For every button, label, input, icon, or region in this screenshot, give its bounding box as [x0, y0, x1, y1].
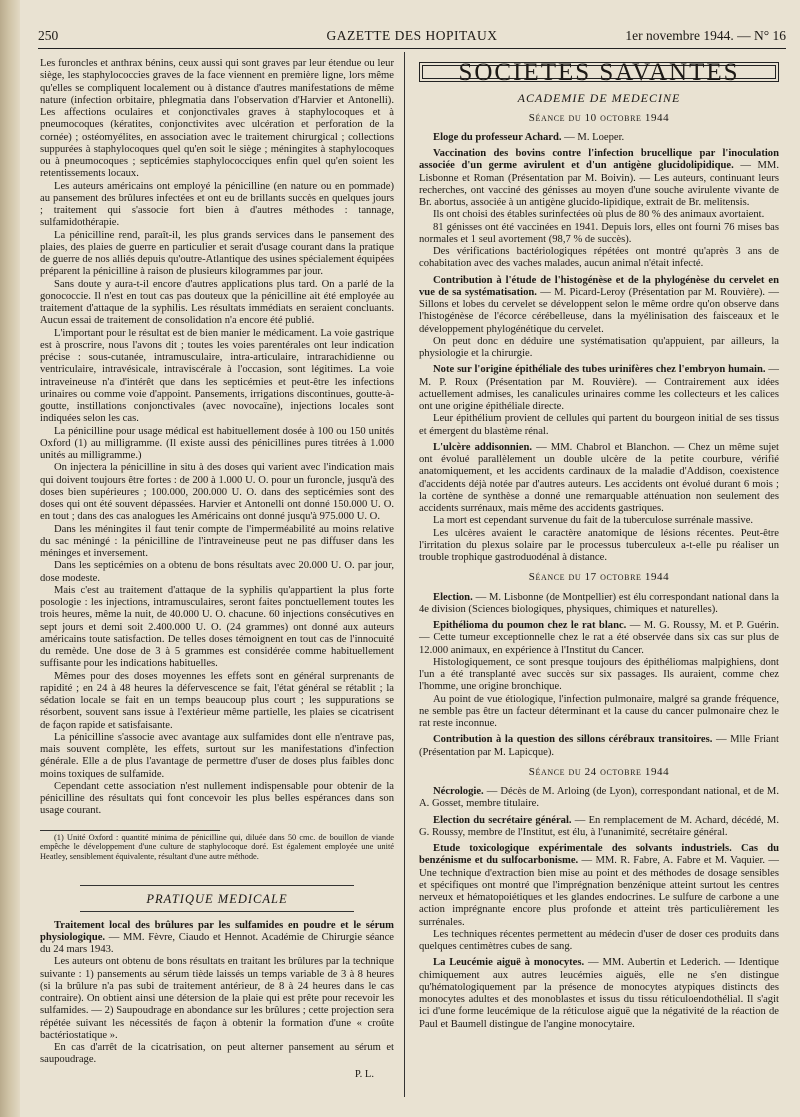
communication-title: La Leucémie aiguë à monocytes.: [433, 957, 585, 969]
communication-text: Les techniques récentes permettent au médecin d'user de doser ces produits dans quelques centimètres cubes de sang.: [419, 928, 779, 952]
footnote-block: [40, 830, 394, 862]
communication-title: Etude toxicologique expérimentale des solvants industriels. Cas du benzénisme et du sulfocarbonisme.: [419, 843, 779, 867]
pm-paragraph: Les auteurs ont obtenu de bons résultats en traitant les brûlures par la technique suivante : 1) pansements au sérum tiède laissés un temps variable de 3 à 8 heures (si la brûlure n'a pas subi de traitement antérieur, de 8 à 24 heures dans le cas contraire). On obtient ainsi une détersion de la plaie qui est prête pour recevoir les sulfamides. — 2) Saupoudrage en abondance sur les brûlures ; cette projection sera répétée suivant les nécessités de façon à obtenir la formation d'une « croûte bactériostatique ».: [40, 956, 394, 1041]
column-divider: [404, 52, 405, 1097]
article-paragraph: Dans les méningites il faut tenir compte de l'imperméabilité au moins relative du sac méningé : la pénicilline de l'intraveineuse peut ne pas diffuser dans les méninges et inversement.: [40, 523, 394, 559]
communication-item: [419, 515, 779, 527]
communication-item: [419, 843, 779, 929]
communication-title: Election.: [433, 591, 473, 603]
seance-heading-3: Séance du 24 octobre 1944: [528, 765, 670, 778]
communication-item: [419, 148, 779, 209]
communication-item: [419, 694, 779, 731]
page-number: 250: [38, 28, 59, 43]
book-binding-edge: [0, 0, 20, 1117]
seance-2-items: [419, 592, 779, 759]
communication-item: [419, 275, 779, 336]
penicillin-article: [40, 58, 394, 818]
communication-text: Ils ont choisi des étables surinfectées où plus de 80 % des animaux avortaient.: [433, 209, 765, 221]
pm-paragraph: En cas d'arrêt de la cicatrisation, on peut alterner pansement au sérum et saupoudrage.: [40, 1042, 394, 1066]
communication-title: Nécrologie.: [433, 786, 484, 797]
communication-text: Les ulcères avaient le caractère anatomique de lésions récentes. Peut-être l'irritation du plexus solaire par le processus tuberculeux a-t-elle pu réaliser un trouble trophique gastroduodénal à distance.: [419, 527, 779, 563]
academy-heading: ACADEMIE DE MEDECINE: [517, 91, 681, 106]
communication-text: — Mlle Friant (Présentation par M. Lapicque).: [419, 734, 779, 758]
communication-item: [419, 209, 779, 221]
article-paragraph: La pénicilline rend, paraît-il, les plus grands services dans le pansement des plaies, des plaies de guerre en particulier et serait d'usage courant dans la pratique de guerre de nos alliés depuis qu'outre-Atlantique des usines spécialement équipées préparent la pénicilline à raison de plusieurs kilogrammes par jour.: [40, 229, 394, 278]
header-rule: [38, 48, 786, 49]
communication-item: [419, 132, 779, 144]
article-paragraph: Dans les septicémies on a obtenu de bons résultats avec 20.000 U. O. par jour, dose modeste.: [40, 560, 394, 584]
communication-item: [419, 528, 779, 565]
article-paragraph: On injectera la pénicilline in situ à des doses qui varient avec l'indication mais qui doivent toujours être fortes : de 200 à 1.000 U. O. pour un furoncle, jusqu'à des doses bien supérieures ; 100.000, 200.000 U. O. dans des septicémies sont des doses qui ont été souvent dépassées. Harvier et Antonelli ont donné 150.000 U. O. en tout ; dans des cas analogues les Américains ont donné jusqu'à 975.000 U. O.: [40, 462, 394, 523]
communication-title: Note sur l'origine épithéliale des tubes urinifères chez l'embryon humain.: [433, 364, 766, 376]
communication-text: On peut donc en déduire une systématisation qu'appuient, par ailleurs, la physiologie et la chirurgie.: [419, 335, 779, 359]
pm-abstract-body: [40, 956, 394, 1066]
communication-text: — M. Lisbonne (de Montpellier) est élu correspondant national dans la 4e division (Sciences biologiques, physiques, chimiques et naturelles).: [419, 591, 779, 615]
communication-text: 81 génisses ont été vaccinées en 1941. Depuis lors, elles ont fourni 76 mises bas normales et 1 seul avortement (98,7 % de succès).: [419, 221, 779, 245]
communication-text: Histologiquement, ce sont presque toujours des épithéliomas malpighiens, dont l'un a été transplanté avec succès sur six passages. Ils auraient, comme chez l'homme, une origine bronchique.: [419, 656, 779, 693]
communication-title: Election du secrétaire général.: [433, 814, 572, 826]
communication-text: — MM. Lisbonne et Roman (Présentation par M. Boivin). — Les auteurs, continuant leurs recherches, ont vacciné des génisses au moyen d'une souche avirulente vivante de Br. abortus, associée à un antigène glucido-lipidique, extrait de Br. melitensis.: [419, 160, 779, 208]
article-paragraph: La pénicilline pour usage médical est habituellement dosée à 100 ou 150 unités Oxford (1) au milligramme. (Il existe aussi des pénicillines pures titrées à 1.000 unités au milligramme.): [40, 425, 394, 461]
section-title-pratique-medicale: PRATIQUE MEDICALE: [40, 893, 394, 905]
seance-heading-1: Séance du 10 octobre 1944: [528, 111, 670, 124]
societes-savantes-title: SOCIETES SAVANTES: [419, 62, 779, 82]
communication-item: [419, 815, 779, 840]
communication-text: — Décès de M. Arloing (de Lyon), correspondant national, et de M. A. Gosset, membre titulaire.: [419, 786, 779, 810]
footnote: (1) Unité Oxford : quantité minima de pénicilline qui, diluée dans 50 cmc. de bouillon de viande empêche le développement d'une culture de staphylocoque doré. Est également employée une unité Heatley, sensiblement équivalente, résultant d'une autre méthode.: [40, 832, 394, 861]
left-column: [40, 58, 394, 1081]
communication-title: Contribution à la question des sillons cérébraux transitoires.: [433, 734, 713, 746]
pm-authors: — MM. Fèvre, Ciaudo et Hennot. Académie de Chirurgie séance du 24 mars 1943.: [40, 931, 394, 956]
communication-item: [419, 413, 779, 438]
communication-item: [419, 957, 779, 1031]
seance-1-items: [419, 132, 779, 565]
communication-text: — MM. R. Fabre, A. Fabre et M. Vaquier. — Une technique d'extraction bien mise au point et des méthodes de dosage sensibles et spécifiques ont montré que l'imprégnation benzénique atteint surtout les centres nerveux et hématopoiétiques et les glandes endocrines. Le sulfure de carbone a une action imprégnante encore plus profonde et atteint très particulièrement les surrénales.: [419, 855, 779, 928]
pm-abstract-heading: [40, 920, 394, 957]
communication-item: [419, 336, 779, 361]
issue-date: 1er novembre 1944. — N° 16: [625, 28, 786, 43]
communication-item: [419, 364, 779, 413]
pm-title: Traitement local des brûlures par les sulfamides en poudre et le sérum physiologique.: [40, 919, 394, 943]
communication-text: — MM. Aubertin et Lederich. — Identique chimiquement aux autres leucémies aiguës, elle ne s'en distingue qu'hématologiquement par la présence de monocytes atypiques distincts des monocytes adultes et des monoblastes et issus du tissu réticuloendothélial. Il s'agit ici d'une forme leucémique de la réticulose aiguë que la négativité de la réaction de Paul et Baumell distingue de l'angine monocytaire.: [419, 957, 779, 1030]
article-paragraph: La pénicilline s'associe avec avantage aux sulfamides dont elle n'entrave pas, mais souvent complète, les effets, surtout sur les manifestations d'infection générale. Elle a de plus l'avantage de permettre d'user de doses plus faibles donc moins toxiques de sulfamide.: [40, 731, 394, 780]
article-paragraph: Cependant cette association n'est nullement indispensable pour obtenir de la pénicilline des résultats qui font concevoir les plus belles espérances dans son usage courant.: [40, 780, 394, 817]
communication-item: [419, 620, 779, 657]
communication-title: L'ulcère addisonnien.: [433, 441, 532, 453]
communication-text: — M. Picard-Leroy (Présentation par M. Rouvière). — Sillons et lobes du cervelet se développent selon le même ordre qu'on observe dans l'histogénèse de l'écorce cérébelleuse, dans la myélinisation des faisceaux et le développement phylogénétique du cervelet.: [419, 286, 779, 335]
communication-item: [419, 786, 779, 811]
communication-title: Contribution à l'étude de l'histogénèse et de la phylogénèse du cervelet en vue de sa systématisation.: [419, 274, 779, 298]
communication-item: [419, 246, 779, 271]
article-paragraph: Mêmes pour des doses moyennes les effets sont en général surprenants de rapidité ; en 24 à 48 heures la défervescence se fait, l'état général se rétablit ; la sédation locale se fait en un temps beaucoup plus court ; les suppurations se résorbent, souvent sans issue à l'extérieur même partielle, les plaies se cicatrisent de façon rapide et satisfaisante.: [40, 670, 394, 731]
communication-title: Eloge du professeur Achard.: [433, 131, 562, 143]
communication-item: [419, 734, 779, 759]
seance-heading-2: Séance du 17 octobre 1944: [528, 571, 670, 584]
right-column: [419, 58, 779, 1031]
communication-text: — M. Loeper.: [561, 131, 625, 143]
communication-text: Au point de vue étiologique, l'infection pulmonaire, malgré sa grande fréquence, ne semble pas être un facteur déterminant et la cause du cancer pulmonaire chez le rat reste inconnue.: [419, 693, 779, 729]
communication-text: Leur épithélium provient de cellules qui partent du bourgeon initial de ses tissus et émergent du blastème rénal.: [419, 413, 779, 437]
article-paragraph: Sans doute y aura-t-il encore d'autres applications plus tard. On a parlé de la gonococcie. Il n'est en tout cas pas douteux que la pénicilline ait été employée au traitement d'attaque de la syphilis. Les résultats immédiats en seraient concluants. Aucun essai de traitement de consolidation n'a encore été publié.: [40, 278, 394, 327]
article-paragraph: L'important pour le résultat est de bien manier le médicament. La voie gastrique est à proscrire, nous l'avons dit ; toutes les voies parentérales ont leur indication précise : sous-cutanée, intramusculaire, intra-articulaire, intrarachidienne ou ventriculaire, intravésicale, intraviscérale à l'occasion, sont légitimes. La voie intraveineuse n'a d'intérêt que dans les septicémies et peut-être les infections urinaires ou comme voie d'appoint. Pansements, irrigations discontinues, goutte-à-goutte, instillations conjonctivales (avec novocaïne), injections locales sont indiquées selon les cas.: [40, 327, 394, 425]
article-paragraph: Les auteurs américains ont employé la pénicilline (en nature ou en pommade) au pansement des brûlures infectées et ont eu de brillants succès en quelques jours ; traitement qui s'associe fort bien à d'autres méthodes : tannage, sulfamidothérapie.: [40, 180, 394, 229]
communication-item: [419, 442, 779, 516]
communication-item: [419, 657, 779, 694]
communication-text: — MM. Chabrol et Blanchon. — Chez un même sujet ont évolué parallèlement un double ulcère de la petite courbure, vérifié anatomiquement, et les accidents cardinaux de la maladie d'Addison, coexistence d'accidents déjà notée par d'autres auteurs. Les accidents ont évolué durant 6 mois ; la cortène de synthèse a donné une remarquable atténuation non seulement des accidents surrénaux, mais même des accidents gastriques.: [419, 441, 779, 514]
communication-text: — M. P. Roux (Présentation par M. Rouvière). — Contrairement aux idées actuellement admises, les canalicules urinaires comme les collecteurs et les calices ont une origine épithéliale directe.: [419, 364, 779, 412]
communication-text: — En remplacement de M. Achard, décédé, M. G. Roussy, membre de l'Institut, est élu, à l'unanimité, secrétaire général.: [419, 814, 779, 838]
article-paragraph: Les furoncles et anthrax bénins, ceux aussi qui sont graves par leur étendue ou leur siège, les staphylococcies graves de la face viennent en première ligne, lors même qu'elles se compliquent localement ou à distance d'autres manifestations de même nature (infection orbitaire, phlegmatia dans l'observation d'Harvier et Antonelli). Les affections oculaires et conjonctivales graves à staphylocoques et à pneumocoques (kératites, conjonctivites avec ulcération et perforation de la cornée) ; ostéomyélites, en association avec le traitement chirurgical ; collections suppurées à staphylocoques quel qu'en soit le siège ; méningites à staphylocoques ou à pneumocoques ; septicémies staphylococciques enfin quel qu'en soient les retentissements locaux.: [40, 58, 394, 180]
article-paragraph: Mais c'est au traitement d'attaque de la syphilis qu'appartient la plus forte posologie : les injections, intramusculaires, seront faites ponctuellement toutes les trois heures, même la nuit, de 40.000 U. O. chacune. 60 injections consécutives en sept jours et demi soit 2.400.000 U. O. (24 grammes) ont donné aux auteurs américains toute satisfaction. De telles doses témoignent en tout cas de l'innocuité du remède. Une dose de 3 à 5 grammes est considérée comme habituellement suffisante pour les indications habituelles.: [40, 584, 394, 670]
communication-text: — M. G. Roussy, M. et P. Guérin. — Cette tumeur exceptionnelle chez le rat a été observée dans six cas sur plus de 12.000 animaux, en expérience à l'Institut du Cancer.: [419, 620, 779, 656]
seance-3-items: [419, 786, 779, 1031]
communication-text: La mort est cependant survenue du fait de la tuberculose surrénale massive.: [433, 515, 754, 527]
communication-item: [419, 222, 779, 247]
page-header: [38, 26, 786, 46]
journal-title: GAZETTE DES HOPITAUX: [326, 28, 498, 43]
communication-item: [419, 592, 779, 617]
communication-title: Vaccination des bovins contre l'infection brucellique par l'inoculation associée d'un germe avirulent et d'un antigène glucidolipidique.: [419, 148, 779, 172]
communication-title: Epithélioma du poumon chez le rat blanc.: [433, 620, 627, 631]
communication-text: Des vérifications bactériologiques répétées ont montré qu'après 3 ans de cohabitation avec des vaches malades, aucun animal n'était infecté.: [419, 246, 779, 270]
signature: P. L.: [354, 1068, 374, 1080]
communication-item: [419, 929, 779, 954]
